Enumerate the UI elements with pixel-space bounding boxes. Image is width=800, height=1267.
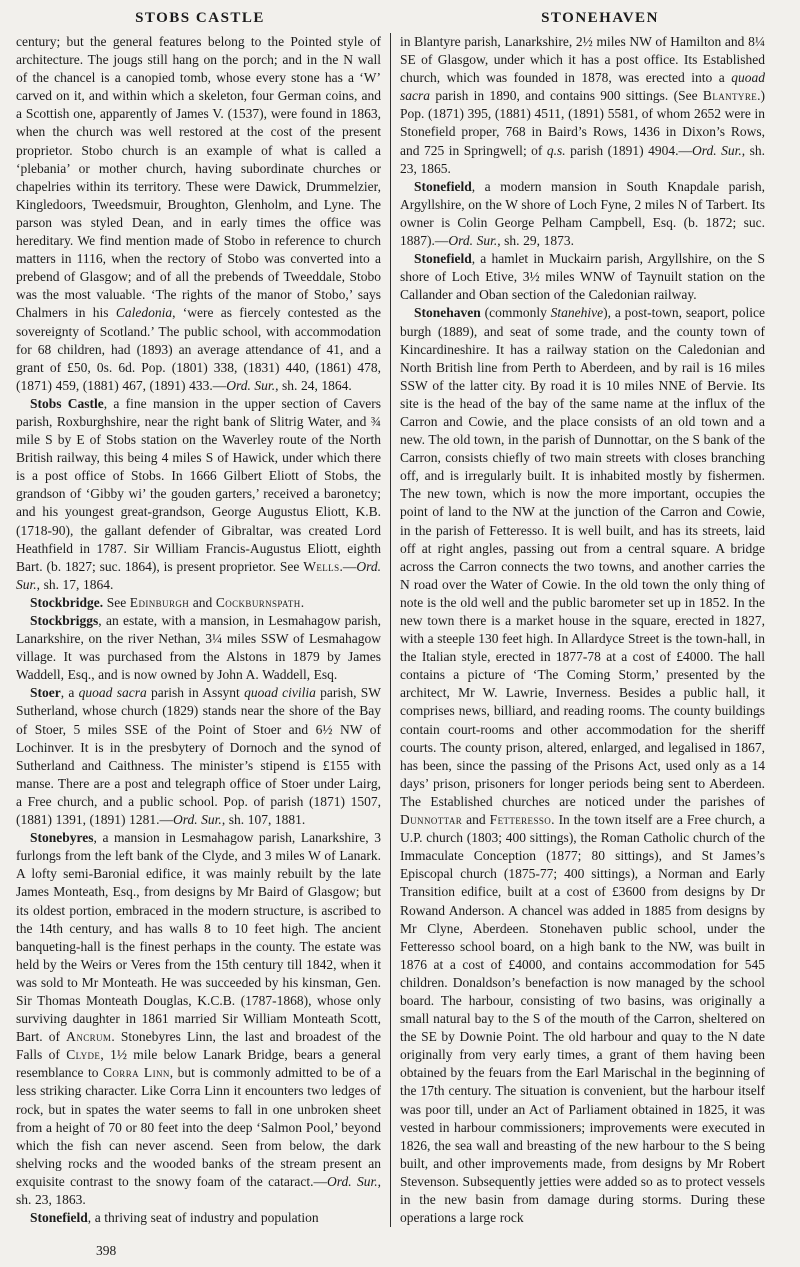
- italic-text: Ord. Sur.: [226, 377, 276, 393]
- cross-reference: Blantyre: [702, 88, 758, 104]
- entry-paragraph: Stoer, a quoad sacra parish in Assynt quoad civilia parish, SW Sutherland, whose church (1829) stands near the shore of the Bay of Stoer, 5 miles SSE of the Point of Stoer and 6½ NW of Lochinver. It is in the presbytery of Dornoch and the synod of Sutherland and Caithness. The minister’s stipend is £155 with manse. There are a post and telegraph office of Stoer under Lairg, a Free church, and a public school. Pop. of parish (1871) 1507, (1881) 1391, (1891) 1281.—Ord. Sur., sh. 107, 1881.: [16, 685, 381, 828]
- entry-paragraph: Stonehaven (commonly Stanehive), a post-town, seaport, police burgh (1889), and seat of some trade, and the county town of Kincardineshire. It has a railway station on the Caledonian and North British line from Perth to Aberdeen, and by rail is 16 miles SSW of the latter city. By road it is 10 miles NNE of Bervie. Its site is the head of the bay of the same name at the influx of the Carron and Cowie, and the place consists of an old town and a new. The old town, in the parish of Dunnottar, on the S bank of the Carron, consists chiefly of two main streets with closes branching off, and is irregularly built. It is inhabited mostly by fishermen. The new town, which is now the more important, occupies the point of land to the NW at the junction of the Carron and Cowie, in the parish of Fetteresso. It is well built, and has its streets, laid off at right angles, passing out from a central square. A bridge across the Carron connects the two towns, and another carries the N road over the Water of Cowie. In the old town the only thing of note is the old well and the public barometer set up in 1852. In the new town there is a market house in the square, erected in 1827, with a steeple 130 feet high. In Allardyce Street is the town-hall, in the Italian style, erected in 1877-78 at a cost of £4000. The hall contains a picture of ‘The Coming Storm,’ presented by the architect, Mr W. Lawrie, Inverness. Besides a public hall, it comprises news, billiard, and reading rooms. The county buildings contain court-rooms and other accommodation for the sheriff courts. The county prison, altered, enlarged, and legalised in 1867, has been, since the passing of the Prisons Act, used only as a 14 days’ prison, prisoners for longer periods being sent to Aberdeen. The Established churches are noticed under the parishes of Dunnottar and Fetteresso. In the town itself are a Free church, a U.P. church (1803; 400 sittings), the Roman Catholic church of the Immaculate Conception (1877; 80 sittings), and St James’s Episcopal church (1875-77; 400 sittings), a Norman and Early Transition edifice, built at a cost of £3600 from designs by Dr Rowand Anderson. A chancel was added in 1885 from designs by Mr Clyne, Aberdeen. Stonehaven public school, under the Fetteresso school board, on a high bank to the NW, was built in 1876 at a cost of £4000, and contains accommodation for 545 children. Donaldson’s benefaction is now managed by the school board. The harbour, consisting of two basins, was originally a small natural bay to the S of the mouth of the Carron, sheltered on the SE by Downie Point. The old harbour and quay to the N date originally from very early times, a grant of them having been obtained by the feuars from the Earl Marischal in the beginning of the 17th century. The situation is convenient, but the harbour itself was poor till, under an Act of Parliament obtained in 1825, it was vested in harbour commissioners; improvements were executed in 1826, the sea wall and breasting of the new harbour to the S being built, and other improvements made, from designs by Mr Robert Stevenson. Subsequently jetties were added so as to protect vessels in the new basin from damage during storms. During these operations a large rock: [400, 305, 766, 1226]
- entry-headword: Stonefield: [414, 251, 472, 267]
- text-columns: [0, 33, 800, 1227]
- cross-reference: Dunnottar: [400, 812, 463, 828]
- continuation-paragraph: in Blantyre parish, Lanarkshire, 2½ miles NW of Hamilton and 8¼ SE of Glasgow, under which it has a post office. Its Established church, which was founded in 1878, was erected into a quoad sacra parish in 1890, and contains 900 sittings. (See Blantyre.) Pop. (1871) 395, (1881) 4511, (1891) 5581, of whom 2652 were in Stonefield proper, 768 in Baird’s Rows, 1436 in Dixon’s Rows, and 725 in Springwell; of q.s. parish (1891) 4904.—Ord. Sur., sh. 23, 1865.: [400, 34, 765, 176]
- italic-text: Caledonia: [115, 305, 173, 321]
- right-column-header: STONEHAVEN: [541, 10, 659, 26]
- continuation-paragraph: century; but the general features belong to the Pointed style of architecture. The jougs still hang on the porch; and in the N wall of the chancel is a canopied tomb, whose every stone has a ‘W’ carved on it, and within which a skeleton, four German coins, and a Scottish one, apparently of James V. (1537), were found in 1863, when the church was well restored at the cost of the present proprietor. Stobo church is an example of what is called a ‘plebania’ or mother church, having subordinate churches or chapelries within its territory. These were Dawick, Drummelzier, Kingledoors, Tweedsmuir, Broughton, Glenholm, and Lyne. The parson was styled Dean, and in early times the office was hereditary. We find mention made of Stobo in reference to church matters in 1116, when the rectory of Stobo was converted into a prebend of Glasgow; and of all the prebends of Tweeddale, Stobo was the most valuable. ‘The rights of the manor of Stobo,’ says Chalmers in his Caledonia, ‘were as fiercely contested as the sovereignty of Scotland.’ The public school, with accommodation for 68 children, had (1893) an average attendance of 41, and a grant of £50, 0s. 6d. Pop. (1801) 338, (1831) 440, (1861) 478, (1871) 459, (1881) 467, (1891) 433.—Ord. Sur., sh. 24, 1864.: [16, 34, 381, 393]
- entry-paragraph: Stonefield, a hamlet in Muckairn parish, Argyllshire, on the S shore of Loch Etive, 3½ miles WNW of Taynuilt station on the Callander and Oban section of the Caledonian railway.: [400, 251, 765, 303]
- italic-text: Ord. Sur.: [172, 812, 222, 828]
- entry-paragraph: Stonefield, a modern mansion in South Knapdale parish, Argyllshire, on the W shore of Loch Fyne, 2 miles N of Tarbert. Its owner is Colin George Pelham Campbell, Esq. (b. 1872; suc. 1887).—Ord. Sur., sh. 29, 1873.: [400, 178, 765, 249]
- cross-reference: Wells: [303, 558, 340, 574]
- entry-paragraph: Stockbriggs, an estate, with a mansion, in Lesmahagow parish, Lanarkshire, on the river Nethan, 3¼ miles SSW of Lesmahagow village. It was purchased from the Alstons in 1879 by James Waddell, Esq., and is now owned by John A. Waddell, Esq.: [16, 613, 381, 683]
- italic-text: Ord. Sur.: [326, 1173, 378, 1189]
- entry-headword: Stoer: [30, 685, 61, 701]
- running-headers: [0, 10, 800, 27]
- italic-text: quoad sacra: [400, 70, 765, 104]
- page-number: 398: [96, 1243, 117, 1258]
- left-column-header: STOBS CASTLE: [135, 10, 265, 26]
- entry-headword: Stonehaven: [414, 305, 481, 321]
- entry-headword: Stonefield: [30, 1210, 88, 1226]
- entry-paragraph: Stockbridge. See Edinburgh and Cockburnspath.: [30, 594, 305, 610]
- italic-text: quoad sacra: [78, 685, 147, 701]
- italic-text: q.s.: [546, 142, 566, 158]
- italic-text: Ord. Sur.: [448, 233, 498, 249]
- left-column: [16, 33, 390, 1227]
- cross-reference: Clyde: [66, 1047, 101, 1063]
- cross-reference: Fetteresso: [489, 812, 552, 828]
- entry-headword: Stonebyres: [30, 830, 94, 846]
- italic-text: Ord. Sur.: [691, 142, 742, 158]
- cross-reference: Cockburnspath: [215, 594, 301, 610]
- right-column: [391, 33, 765, 1227]
- entry-headword: Stobs Castle: [30, 395, 104, 411]
- entry-headword: Stockbriggs: [30, 613, 99, 628]
- cross-reference: Ancrum: [66, 1029, 112, 1045]
- italic-text: Ord. Sur.: [16, 558, 381, 592]
- entry-paragraph: Stonefield, a thriving seat of industry and population: [30, 1210, 319, 1226]
- entry-headword: Stockbridge.: [30, 594, 104, 610]
- entry-paragraph: Stobs Castle, a fine mansion in the upper section of Cavers parish, Roxburghshire, near the right bank of Slitrig Water, and ¾ mile S by E of Stobs station on the Waverley route of the North British railway, this being 4 miles S of Hawick, under which there is a post office of Stobs. In 1666 Gilbert Eliott of Stobs, the grandson of ‘Gibby wi’ the gouden garters,’ received a baronetcy; and his youngest great-grandson, George Augustus Eliott, K.B. (1718-90), the gallant defender of Gibraltar, was created Lord Heathfield in 1787. Sir William Francis-Augustus Eliott, eighth Bart. (b. 1827; suc. 1864), is present proprietor. See Wells.—Ord. Sur., sh. 17, 1864.: [16, 395, 381, 592]
- entry-headword: Stonefield: [414, 178, 472, 194]
- cross-reference: Corra Linn: [103, 1065, 170, 1081]
- cross-reference: Edinburgh: [129, 594, 190, 610]
- entry-paragraph: Stonebyres, a mansion in Lesmahagow parish, Lanarkshire, 3 furlongs from the left bank of the Clyde, and 3 miles W of Lanark. A lofty semi-Baronial edifice, it was mainly rebuilt by the late James Monteath, Esq., from designs by Mr Baird of Glasgow; but its oldest portion, embraced in the modern structure, is ascribed to the 14th century, and has walls 8 to 10 feet high. The ancient banqueting-hall is the finest perhaps in the county. The estate was held by the Weirs or Veres from the 15th century till 1842, when it was sold to Mr Monteath. He was succeeded by his kinsman, Gen. Sir Thomas Monteath Douglas, K.C.B. (1787-1868), whose only surviving daughter in 1861 married Sir William Monteath Scott, Bart. of Ancrum. Stonebyres Linn, the last and broadest of the Falls of Clyde, 1½ mile below Lanark Bridge, bears a general resemblance to Corra Linn, but is commonly admitted to be of a less striking character. Like Corra Linn it encounters two ledges of rock, but in spates the water seems to fall in one unbroken sheet from a height of 70 or 80 feet into the deep ‘Salmon Pool,’ beyond which the fish can never ascend. Seen from below, the dark shelving rocks and the wooded banks of the stream present an exquisite contrast to the snowy foam of the cataract.—Ord. Sur., sh. 23, 1863.: [16, 830, 381, 1207]
- italic-text: Stanehive: [550, 305, 604, 321]
- italic-text: quoad civilia: [244, 685, 316, 701]
